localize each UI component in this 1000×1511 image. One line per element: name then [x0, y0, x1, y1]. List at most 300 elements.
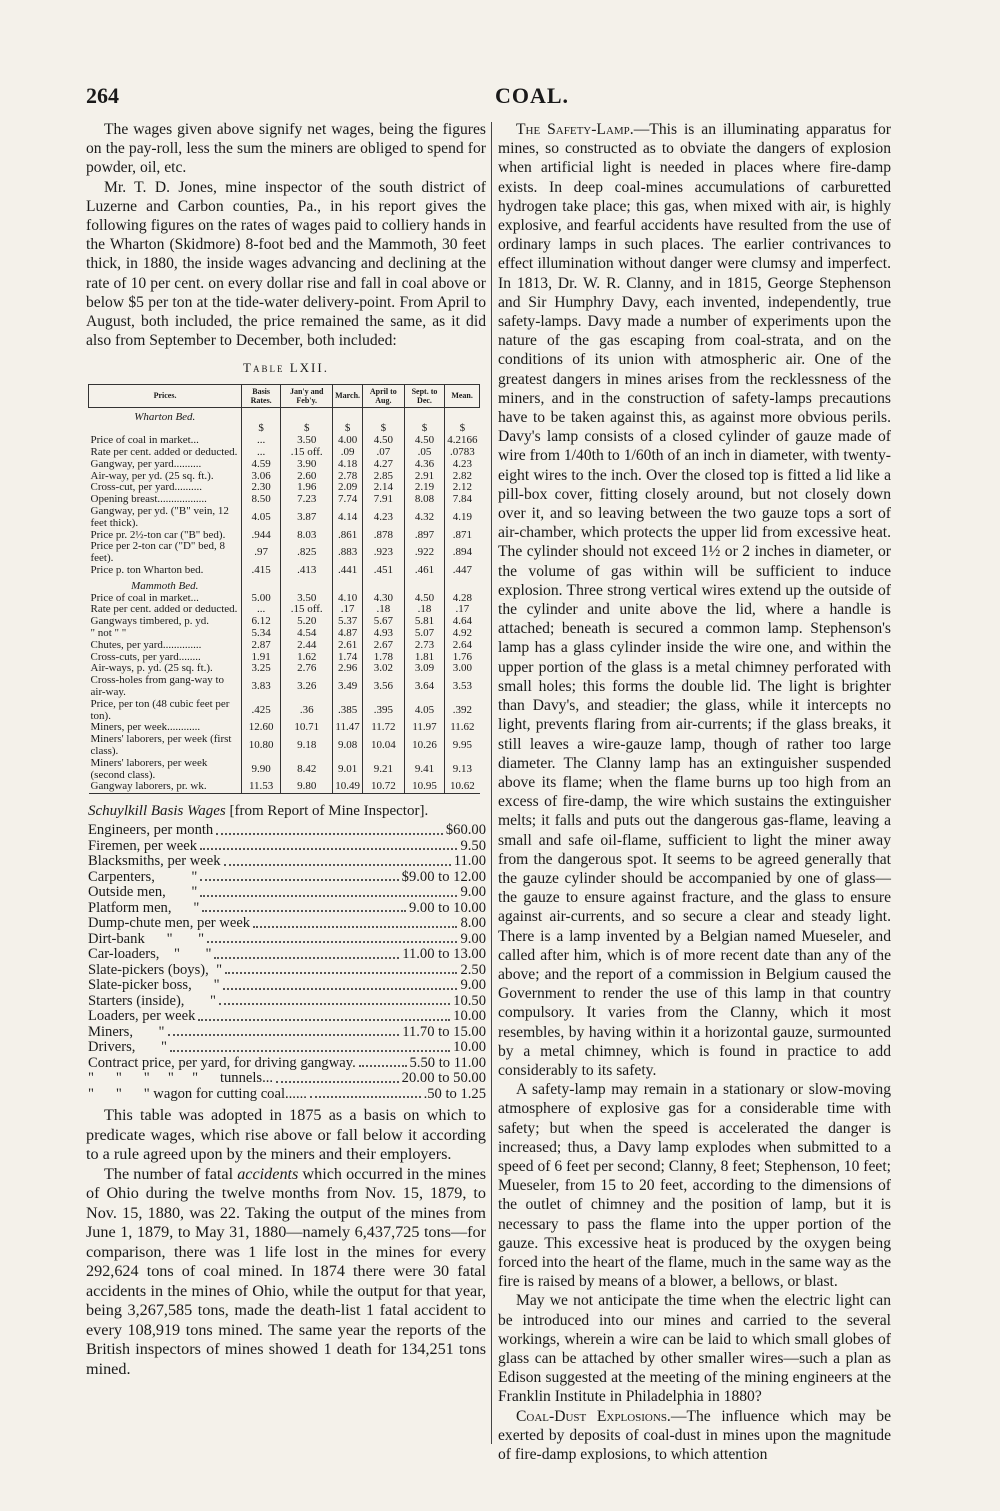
table-cell: .883 [333, 541, 363, 565]
table-cell: 4.32 [404, 506, 444, 530]
table-cell: 2.60 [281, 471, 333, 483]
wage-value: 2.50 [460, 961, 486, 978]
table-cell: 4.54 [281, 628, 333, 640]
table-cell: .18 [404, 604, 444, 616]
table-cell: 5.20 [281, 616, 333, 628]
basis-wages-title-rest: [from Report of Mine Inspector]. [225, 803, 429, 820]
table-cell: 4.59 [242, 459, 281, 471]
table-cell: .461 [404, 565, 444, 577]
leader-dots [198, 1009, 450, 1021]
table-cell: 3.50 [281, 435, 333, 447]
basis-wage-row [86, 854, 486, 870]
table-cell: .425 [242, 699, 281, 723]
table-cell: 2.96 [333, 663, 363, 675]
row-label: Cross-cut, per yard.......... [90, 481, 203, 494]
table-cell: 4.23 [362, 506, 404, 530]
wage-value: 5.50 to 11.00 [409, 1054, 486, 1071]
wage-label: " " " wagon for cutting coal...... [88, 1085, 307, 1102]
wage-value: 11.70 to 15.00 [402, 1023, 486, 1040]
basis-wage-row [86, 963, 486, 979]
table-cell: 9.18 [281, 734, 333, 758]
wage-label: Engineers, per month [88, 822, 214, 839]
table-cell: 2.87 [242, 640, 281, 652]
table-cell: 4.2166 [445, 435, 480, 447]
paragraph: May we not anticipate the time when the electric light can be introduced into our mines and carried to the several workings, wherein a wire can be laid to which small globes of glass can be attached by other smaller wires—such a plan as Edison suggested at the meeting of the mining engineers at the Franklin Institute in Philadelphia in 1880? [498, 1292, 891, 1406]
paragraph [498, 120, 891, 1080]
table-cell: .395 [362, 699, 404, 723]
table-cell: ... [242, 447, 281, 459]
empty-cell [242, 577, 281, 593]
table-cell: .18 [362, 604, 404, 616]
table-cell: .897 [404, 530, 444, 542]
row-label: Cross-holes from gang-way to air-way. [90, 674, 225, 698]
table-cell: 5.00 [242, 593, 281, 605]
table-cell: 3.26 [281, 675, 333, 699]
table-cell: 9.90 [242, 758, 281, 782]
table-row [89, 459, 480, 471]
table-cell: 1.78 [362, 652, 404, 664]
table-cell: 10.80 [242, 734, 281, 758]
table-cell: 9.21 [362, 758, 404, 782]
wage-value: 11.00 [453, 853, 486, 870]
table-cell: 3.09 [404, 663, 444, 675]
leader-dots [225, 963, 457, 975]
table-cell: 4.27 [362, 459, 404, 471]
table-cell: 8.03 [281, 530, 333, 542]
basis-wage-row [86, 885, 486, 901]
table-cell: 8.42 [281, 758, 333, 782]
basis-wage-row [86, 1025, 486, 1041]
empty-cell [404, 407, 444, 423]
leader-dots [168, 1025, 400, 1037]
table-cell: ... [242, 435, 281, 447]
table-cell: 9.41 [404, 758, 444, 782]
wage-value: 11.00 to 13.00 [402, 946, 486, 963]
basis-wage-row [86, 839, 486, 855]
table-cell: $ [445, 423, 480, 435]
table-cell: ... [242, 604, 281, 616]
table-cell: .07 [362, 447, 404, 459]
empty-cell [281, 577, 333, 593]
leader-dots [200, 839, 457, 851]
row-label: Price per 2-ton car ("D" bed, 8 feet). [90, 540, 226, 565]
basis-wage-row [86, 823, 486, 839]
row-label: Cross-cuts, per yard........ [90, 650, 201, 663]
table-cell: 4.64 [445, 616, 480, 628]
leader-dots [224, 854, 451, 866]
empty-cell [333, 407, 363, 423]
table-cell: .05 [404, 447, 444, 459]
table-section-row [89, 577, 480, 593]
table-cell: .413 [281, 565, 333, 577]
leader-dots [216, 823, 443, 835]
empty-cell [445, 577, 480, 593]
leader-dots [202, 901, 406, 913]
row-label: Miners' laborers, per week (second class). [90, 756, 208, 781]
table-cell: 11.97 [404, 722, 444, 734]
table-cell: .36 [281, 699, 333, 723]
wage-value: 10.00 [453, 1039, 486, 1056]
basis-wage-row [86, 1009, 486, 1025]
table-title: Table LXII. [243, 360, 329, 376]
wage-label: Slate-pickers (boys), " [88, 961, 223, 978]
table-cell: 11.53 [242, 781, 281, 793]
column-header: Sept. to Dec. [404, 384, 444, 407]
table-cell: 5.07 [404, 628, 444, 640]
table-row [89, 640, 480, 652]
empty-cell [445, 407, 480, 423]
leader-dots [359, 1056, 407, 1068]
table-cell: 3.25 [242, 663, 281, 675]
table-cell: .871 [445, 530, 480, 542]
table-header-row [89, 384, 480, 407]
table-cell: 1.62 [281, 652, 333, 664]
table-cell: 5.37 [333, 616, 363, 628]
table-cell: .17 [445, 604, 480, 616]
table-cell: 5.34 [242, 628, 281, 640]
leader-dots [253, 916, 457, 928]
table-cell: 3.64 [404, 675, 444, 699]
table-cell: 10.62 [445, 781, 480, 793]
row-label: Gangway laborers, pr. wk. [89, 781, 242, 793]
table-cell: .392 [445, 699, 480, 723]
basis-wage-row [86, 932, 486, 948]
column-header: Mean. [445, 384, 480, 407]
row-label: Price pr. 2½-ton car ("B" bed). [90, 528, 226, 541]
table-cell: 10.72 [362, 781, 404, 793]
leader-dots [223, 978, 458, 990]
section-label: Mammoth Bed. [131, 579, 199, 592]
table-cell: 11.47 [333, 722, 363, 734]
table-cell: 4.50 [404, 593, 444, 605]
paragraph: The wages given above signify net wages, being the figures on the pay-roll, less the sum the miners are obliged to spend for powder, oil, etc. [86, 121, 486, 177]
table-cell: .0783 [445, 447, 480, 459]
table-cell: $ [281, 423, 333, 435]
row-label: Gangway, per yd. ("B" vein, 12 feet thick). [90, 505, 229, 529]
table-cell: 4.50 [404, 435, 444, 447]
basis-wage-row [86, 916, 486, 932]
table-row [89, 699, 480, 723]
table-cell: 4.36 [404, 459, 444, 471]
table-cell: 2.44 [281, 640, 333, 652]
table-cell: 3.00 [445, 663, 480, 675]
table-cell: 2.12 [445, 482, 480, 494]
table-cell: 1.91 [242, 652, 281, 664]
column-header: Prices. [89, 384, 242, 407]
table-cell: 4.30 [362, 593, 404, 605]
empty-cell [404, 577, 444, 593]
table-cell: 1.96 [281, 482, 333, 494]
table-cell: $ [362, 423, 404, 435]
table-cell: 3.90 [281, 459, 333, 471]
wage-value: 20.00 to 50.00 [401, 1070, 486, 1087]
section-heading: The Safety-Lamp. [516, 121, 634, 138]
table-cell: 9.80 [281, 781, 333, 793]
table-body [89, 407, 480, 794]
table-cell: 3.53 [445, 675, 480, 699]
table-cell: 1.81 [404, 652, 444, 664]
leader-dots [214, 947, 399, 959]
table-row [89, 628, 480, 640]
row-label: Price of coal in market... [90, 434, 199, 447]
wage-label: Dirt-bank " " [88, 930, 205, 947]
basis-wage-row [86, 947, 486, 963]
paragraph: This table was adopted in 1875 as a basis on which to predicate wages, which rise above or fall below it according to a rule agreed upon by the miners and their employers. [86, 1106, 486, 1164]
table-cell: .447 [445, 565, 480, 577]
table-cell: 7.84 [445, 494, 480, 506]
table-cell: 9.01 [333, 758, 363, 782]
table-cell: 3.56 [362, 675, 404, 699]
wage-value: .50 to 1.25 [423, 1085, 486, 1102]
leader-dots [310, 1087, 421, 1099]
table-row [89, 758, 480, 782]
table-row [89, 734, 480, 758]
table-cell: 9.13 [445, 758, 480, 782]
table-cell: .441 [333, 565, 363, 577]
text: —The influence which may be exerted by deposits of coal-dust in mines upon the magnitude of fire-damp explosions, to which attention [498, 1407, 891, 1464]
basis-wages-list [86, 823, 486, 1102]
row-label: Air-way, per yd. (25 sq. ft.). [90, 469, 214, 482]
table-cell: .385 [333, 699, 363, 723]
leader-dots [200, 870, 398, 882]
table-cell: 4.05 [242, 506, 281, 530]
column-header: Jan'y and Feb'y. [281, 384, 333, 407]
table-section-row [89, 407, 480, 423]
page-number: 264 [86, 83, 119, 108]
table-cell: 10.95 [404, 781, 444, 793]
table-cell: 4.10 [333, 593, 363, 605]
row-label: Miners' laborers, per week (first class). [90, 733, 232, 757]
text: The number of fatal [104, 1164, 238, 1183]
table-cell: 2.78 [333, 471, 363, 483]
table-cell: 4.87 [333, 628, 363, 640]
leader-dots [276, 1071, 399, 1083]
basis-wage-row [86, 901, 486, 917]
table-cell: 11.72 [362, 722, 404, 734]
table-cell: $ [242, 423, 281, 435]
table-cell: 2.14 [362, 482, 404, 494]
table-cell: 2.73 [404, 640, 444, 652]
table-cell: 4.28 [445, 593, 480, 605]
wage-value: 9.00 [460, 930, 486, 947]
table-cell: 2.85 [362, 471, 404, 483]
table-row [89, 675, 480, 699]
leader-dots [170, 1040, 450, 1052]
wage-value: 9.00 to 10.00 [408, 899, 486, 916]
table-cell: 6.12 [242, 616, 281, 628]
empty-cell [362, 407, 404, 423]
table-cell: 4.23 [445, 459, 480, 471]
table-cell: .15 off. [281, 447, 333, 459]
table-cell: .923 [362, 541, 404, 565]
table-row [89, 565, 480, 577]
basis-wage-row [86, 994, 486, 1010]
table-cell: .878 [362, 530, 404, 542]
table-cell: .922 [404, 541, 444, 565]
column-rule [491, 122, 492, 1444]
row-label: Price of coal in market... [90, 591, 199, 604]
table-cell: .97 [242, 541, 281, 565]
row-label: Chutes, per yard.............. [90, 638, 202, 651]
table-cell: 7.74 [333, 494, 363, 506]
wage-label: Slate-picker boss, " [88, 977, 220, 994]
table-cell: 10.49 [333, 781, 363, 793]
table-cell: 10.71 [281, 722, 333, 734]
table-cell: .17 [333, 604, 363, 616]
table-cell: .451 [362, 565, 404, 577]
table-cell: 5.67 [362, 616, 404, 628]
table-cell: 3.02 [362, 663, 404, 675]
wage-label: Miners, " [88, 1023, 165, 1040]
wage-value: $9.00 to 12.00 [401, 868, 486, 885]
table-cell: 5.81 [404, 616, 444, 628]
wage-value: 9.00 [460, 884, 486, 901]
wage-label: Car-loaders, " " [88, 946, 212, 963]
table-cell: 2.64 [445, 640, 480, 652]
table-cell: 4.50 [362, 435, 404, 447]
column-header: March. [333, 384, 363, 407]
wage-label: Loaders, per week [88, 1008, 196, 1025]
basis-wage-row [86, 1040, 486, 1056]
table-cell: 4.18 [333, 459, 363, 471]
table-cell: .15 off. [281, 604, 333, 616]
empty-cell [281, 407, 333, 423]
column-header: Basis Rates. [242, 384, 281, 407]
table-cell: 8.50 [242, 494, 281, 506]
wage-label: Platform men, " [88, 899, 200, 916]
row-label: Opening breast.................. [90, 493, 207, 506]
wage-label: Carpenters, " [88, 868, 198, 885]
table-cell: .415 [242, 565, 281, 577]
text: which occurred in the mines of Ohio during the twelve months from Nov. 15, 1879, to Nov. 15, 1880, was 22. Taking the output of the mines from June 1, 1879, to May 31, 1880—namely 6,437,725 tons—for comparison, there was 1 life lost in the mines for every 292,624 tons of coal mined. In 1874 there were 30 fatal accidents in the mines of Ohio, while the output for that year, being 3,267,585 tons, made the death-list 1 fatal accident to every 108,919 tons mined. The same year the reports of the British inspectors of mines showed 1 death for 134,251 tons mined. [86, 1164, 486, 1378]
table-cell: 2.82 [445, 471, 480, 483]
table-cell: 9.08 [333, 734, 363, 758]
basis-wage-row [86, 1087, 486, 1103]
table-cell: 3.50 [281, 593, 333, 605]
table-cell: 4.00 [333, 435, 363, 447]
table-cell: 1.74 [333, 652, 363, 664]
table-cell: 4.93 [362, 628, 404, 640]
table-cell: 2.76 [281, 663, 333, 675]
row-label: Price, per ton (48 cubic feet per ton). [90, 697, 230, 722]
section-label: Wharton Bed. [134, 410, 196, 423]
wage-value: 10.50 [453, 992, 486, 1009]
table-cell: 3.06 [242, 471, 281, 483]
wage-value: 8.00 [460, 915, 486, 932]
table-cell: 4.14 [333, 506, 363, 530]
table-cell: .944 [242, 530, 281, 542]
empty-cell [333, 577, 363, 593]
wage-label: " " " " " tunnels... [88, 1070, 274, 1087]
paragraph [86, 1165, 486, 1380]
row-label: Air-ways, p. yd. (25 sq. ft.). [90, 662, 213, 675]
paragraph [498, 1407, 891, 1465]
row-label: Price p. ton Wharton bed. [90, 564, 204, 576]
row-label: Gangways timbered, p. yd. [90, 615, 210, 628]
row-label: Rate per cent. added or deducted. [90, 446, 238, 459]
running-title: COAL. [494, 83, 570, 108]
table-cell: $ [333, 423, 363, 435]
table-cell: 12.60 [242, 722, 281, 734]
right-column [498, 120, 891, 1464]
table-cell: 2.19 [404, 482, 444, 494]
wages-table [88, 384, 480, 795]
text-italic: accidents [237, 1164, 299, 1183]
wage-label: Contract price, per yard, for driving gangway. [88, 1054, 356, 1071]
table-cell: 10.26 [404, 734, 444, 758]
wage-label: Dump-chute men, per week [88, 915, 251, 932]
leader-dots [200, 885, 457, 897]
basis-wage-row [86, 978, 486, 994]
leader-dots [207, 932, 457, 944]
basis-wage-row [86, 870, 486, 886]
table-cell: 10.04 [362, 734, 404, 758]
table-cell: 7.91 [362, 494, 404, 506]
table-cell: 9.95 [445, 734, 480, 758]
wage-label: Firemen, per week [88, 837, 198, 854]
wage-value: 9.50 [460, 837, 486, 854]
table-cell: .861 [333, 530, 363, 542]
wage-label: Starters (inside), " [88, 992, 216, 1009]
basis-wages-title-italic: Schuylkill Basis Wages [88, 803, 226, 820]
table-cell: 2.91 [404, 471, 444, 483]
wage-value: $60.00 [445, 822, 486, 839]
row-label: Miners, per week............ [90, 721, 201, 734]
table-cell: 4.19 [445, 506, 480, 530]
text: —This is an illuminating apparatus for mines, so constructed as to obviate the dangers of explosion when artificial light is needed in places where fire-damp exists. In deep coal-mines accumulations of carburetted hydrogen take place; this gas, when mixed with air, is highly explosive, and fearful accidents have resulted from the use of ordinary lamps in such places. The earlier contrivances to effect illumination without danger were clumsy and imperfect. In 1813, Dr. W. R. Clanny, and in 1815, George Stephenson and Sir Humphry Davy, each invented, independently, true safety-lamps. Davy made a number of experiments upon the nature of the gas escaping from coal-strata, and on the conditions of its union with atmospheric air. One of the greatest dangers in mines arises from the recklessness of the miners, and in the construction of safety-lamps precautions have to be taken against this, as against more obvious perils. Davy's lamp consists of a closed cylinder of gauze made of wire from 1/40th to 1/60th of an inch in diameter, with twenty-eight wires to the inch. Over the closed top is fitted a lid like a pill-box cover, fitting closely around, but not closely down over it, and so leaving between the two gauze tops a sort of air-chamber, which protects the upper lid from excessive heat. The cylinder should not exceed 1½ or 2 inches in diameter, or the volume of gas within will be sufficient to induce explosion. Three strong vertical wires extend up the outside of the cylinder and unite above the lid, where a handle is attached; beneath is secured a common lamp. Stephenson's lamp has a glass cylinder inside the wire one, and within the upper portion of the glass is a metal chimney perforated with small holes; this forms the double lid. The light is brighter than Davy's, and steadier; the glass, while it intercepts no light, prevents flaring from air-currents; if the glass breaks, it still leaves a wire-gauze lamp, though of rather too large diameter. The Clanny lamp has an extinguisher suspended above its flame; when the flame burns up too high from an excess of fire-damp, the wire which sustains the extinguisher melts; it falls and puts out the dangerous gas-flame, leaving a small and safe oil-flame, sufficient to light the miner away from the dangerous spot. It seems to be agreed generally that the gauze cylinder should be accompanied by one of glass—the gauze to ensure against fracture, and the glass to ensure against air-currents, and so secure a clear and steady light. There is a lamp invented by a Belgian named Mueseler, and called after him, which is of more recent date than any of the above; and the report of a commission in Belgium caused the Government to render the use of this lamp in that country compulsory. It varies from the Clanny, which it most resembles, by having within it a horizontal gauze, surmounted by a metal chimney, which is found in practice to add considerably to its safety. [498, 121, 891, 1079]
table-cell: 3.87 [281, 506, 333, 530]
row-label: Gangway, per yard.......... [90, 457, 202, 470]
empty-cell [242, 407, 281, 423]
basis-wages-title [88, 802, 486, 821]
paragraph: Mr. T. D. Jones, mine inspector of the south district of Luzerne and Carbon counties, Pa., in his report gives the following figures on the rates of wages paid to colliery hands in the Wharton (Skidmore) 8-foot bed and the Mammoth, 30 feet thick, in 1880, the inside wages advancing and declining at the rate of 10 per cent. on every dollar rise and fall in coal above or below $5 per ton at the tide-water delivery-point. From April to August, both included, the price remained the same, as it did also from September to December, both included: [86, 178, 486, 350]
table-cell: 2.67 [362, 640, 404, 652]
table-cell: 1.76 [445, 652, 480, 664]
empty-cell [362, 577, 404, 593]
row-label: Rate per cent. added or deducted. [90, 603, 238, 616]
basis-wage-row [86, 1071, 486, 1087]
table-row [89, 506, 480, 530]
table-row [89, 781, 480, 793]
table-cell: $ [404, 423, 444, 435]
left-column [86, 120, 486, 1379]
section-heading: Coal-Dust Explosions. [516, 1407, 671, 1425]
table-cell: 2.61 [333, 640, 363, 652]
wage-label: Drivers, " [88, 1039, 167, 1056]
table-cell: 11.62 [445, 722, 480, 734]
table-cell: 3.83 [242, 675, 281, 699]
wage-label: Blacksmiths, per week [88, 853, 221, 870]
table-row [89, 541, 480, 565]
wage-value: 9.00 [460, 977, 486, 994]
leader-dots [219, 994, 450, 1006]
table-cell: 4.05 [404, 699, 444, 723]
wage-label: Outside men, " [88, 884, 198, 901]
wage-value: 10.00 [453, 1008, 486, 1025]
basis-wage-row [86, 1056, 486, 1072]
table-cell: 8.08 [404, 494, 444, 506]
table-cell: .09 [333, 447, 363, 459]
table-cell: 4.92 [445, 628, 480, 640]
table-cell: 2.09 [333, 482, 363, 494]
table-cell: 7.23 [281, 494, 333, 506]
column-header: April to Aug. [362, 384, 404, 407]
table-cell: .894 [445, 541, 480, 565]
table-cell: 3.49 [333, 675, 363, 699]
page-header [86, 83, 918, 113]
table-cell: 2.30 [242, 482, 281, 494]
row-label: " not " " [90, 626, 127, 639]
